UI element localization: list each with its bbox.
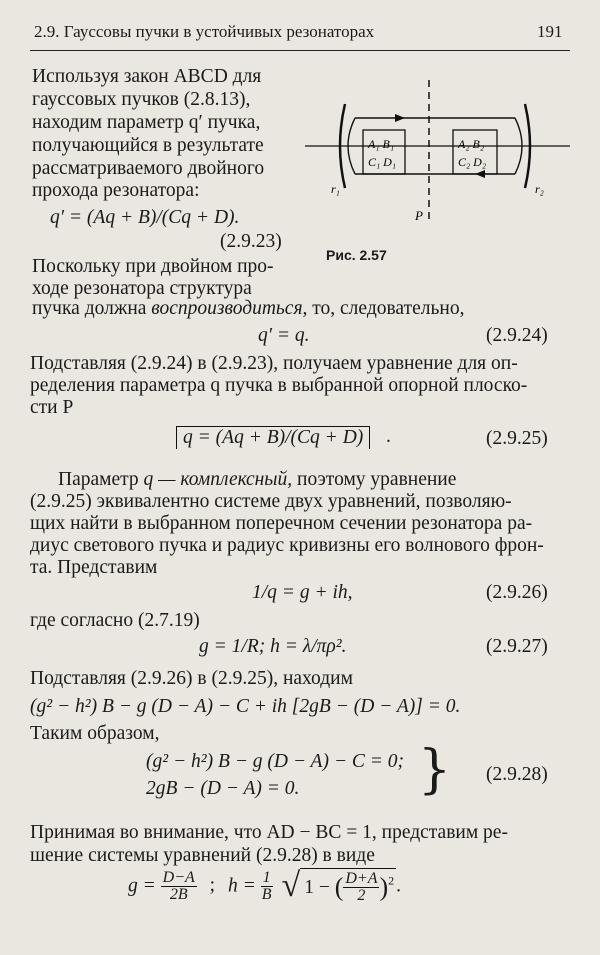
para5: где согласно (2.7.19) [30, 610, 200, 631]
fraction-g: $\frac{D-A}{2B}$ [162, 868, 195, 903]
equation-2-9-26: 1/q = g + ih, [252, 582, 353, 603]
para6: Подставляя (2.9.26) в (2.9.25), находим [30, 668, 353, 689]
equation-number-2-9-23: (2.9.23) [220, 231, 282, 252]
matrix-left-row1: A₁ B₁ [368, 137, 395, 151]
para1-line5: рассматриваемого двойного [32, 158, 265, 179]
equation-number-2-9-24: (2.9.24) [486, 325, 548, 346]
running-header: 2.9. Гауссовы пучки в устойчивых резонаторах [34, 22, 375, 41]
para4-line3: щих найти в выбранном поперечном сечении резонатора ра- [30, 513, 533, 534]
para2-line2: ходе резонатора структура [32, 278, 252, 299]
matrix-right-row1: A₂ B₂ [458, 137, 485, 151]
equation-complex: (g² − h²) B − g (D − A) − C + ih [2gB − (D − A)] = 0. [30, 696, 461, 717]
para1-line1: Используя закон ABCD для [32, 66, 262, 87]
para3-line2: ределения параметра q пучка в выбранной опорной плоско- [30, 375, 528, 396]
system-brace: } [418, 740, 452, 800]
radicand: 1 − ( $\frac{D+A}{2}$ )$^2$ [300, 868, 396, 904]
equation-2-9-24: q′ = q. [258, 325, 310, 346]
equation-2-9-25-boxed: q = (Aq + B)/(Cq + D) [176, 426, 370, 449]
matrix-right-row2: C₂ D₂ [458, 155, 487, 169]
para1-line2: гауссовых пучков (2.8.13), [32, 89, 251, 110]
equation-2-9-27: g = 1/R; h = λ/πρ². [199, 636, 347, 657]
plane-label: P [415, 208, 423, 223]
para4-line5: та. Представим [30, 557, 158, 578]
equation-2-9-28-line1: (g² − h²) B − g (D − A) − C = 0; [146, 751, 405, 772]
mirror-left-label: r₁ [331, 182, 340, 196]
arrow-right-icon [395, 114, 405, 122]
para4-line1: Параметр q — комплексный, поэтому уравнение [58, 469, 457, 490]
para4-line2: (2.9.25) эквивалентно системе двух уравнений, позволяю- [30, 491, 512, 512]
para3-line1: Подставляя (2.9.24) в (2.9.23), получаем уравнение для оп- [30, 353, 518, 374]
para2-line3: пучка должна воспроизводиться, то, следовательно, [32, 298, 465, 319]
para3-line3: сти P [30, 397, 74, 418]
fraction-root: $\frac{D+A}{2}$ [345, 870, 378, 904]
equation-2-9-28-line2: 2gB − (D − A) = 0. [146, 778, 300, 799]
para1-line3: находим параметр q′ пучка, [32, 112, 261, 133]
equation-number-2-9-27: (2.9.27) [486, 636, 548, 657]
resonator-figure [305, 78, 570, 233]
para2-line1: Поскольку при двойном про- [32, 256, 274, 277]
equation-number-2-9-25: (2.9.25) [486, 428, 548, 449]
solution-formula: g = $\frac{D-A}{2B}$ ; h = $\frac{1}{B}$ √ 1 − ( $\frac{D+A}{2}$ )$^2$ . [128, 867, 402, 904]
equation-number-2-9-26: (2.9.26) [486, 582, 548, 603]
square-root-icon: √ [281, 867, 301, 904]
header-rule [30, 50, 570, 51]
matrix-left-row2: C₁ D₁ [368, 155, 397, 169]
para8-line2: шение системы уравнений (2.9.28) в виде [30, 845, 375, 866]
figure-caption: Рис. 2.57 [326, 247, 387, 263]
equation-2-9-23: q′ = (Aq + B)/(Cq + D). [50, 207, 240, 228]
para1-line4: получающийся в результате [32, 135, 264, 156]
mirror-right-label: r₂ [535, 182, 544, 196]
equation-2-9-25-dot: . [386, 426, 391, 447]
para7: Таким образом, [30, 723, 160, 744]
para1-line6: прохода резонатора: [32, 180, 200, 201]
para4-line4: диус светового пучка и радиус кривизны его волнового фрон- [30, 535, 544, 556]
page-number: 191 [537, 22, 563, 41]
equation-number-2-9-28: (2.9.28) [486, 764, 548, 785]
fraction-h: $\frac{1}{B}$ [261, 868, 272, 903]
para8-line1: Принимая во внимание, что AD − BC = 1, представим ре- [30, 822, 508, 843]
